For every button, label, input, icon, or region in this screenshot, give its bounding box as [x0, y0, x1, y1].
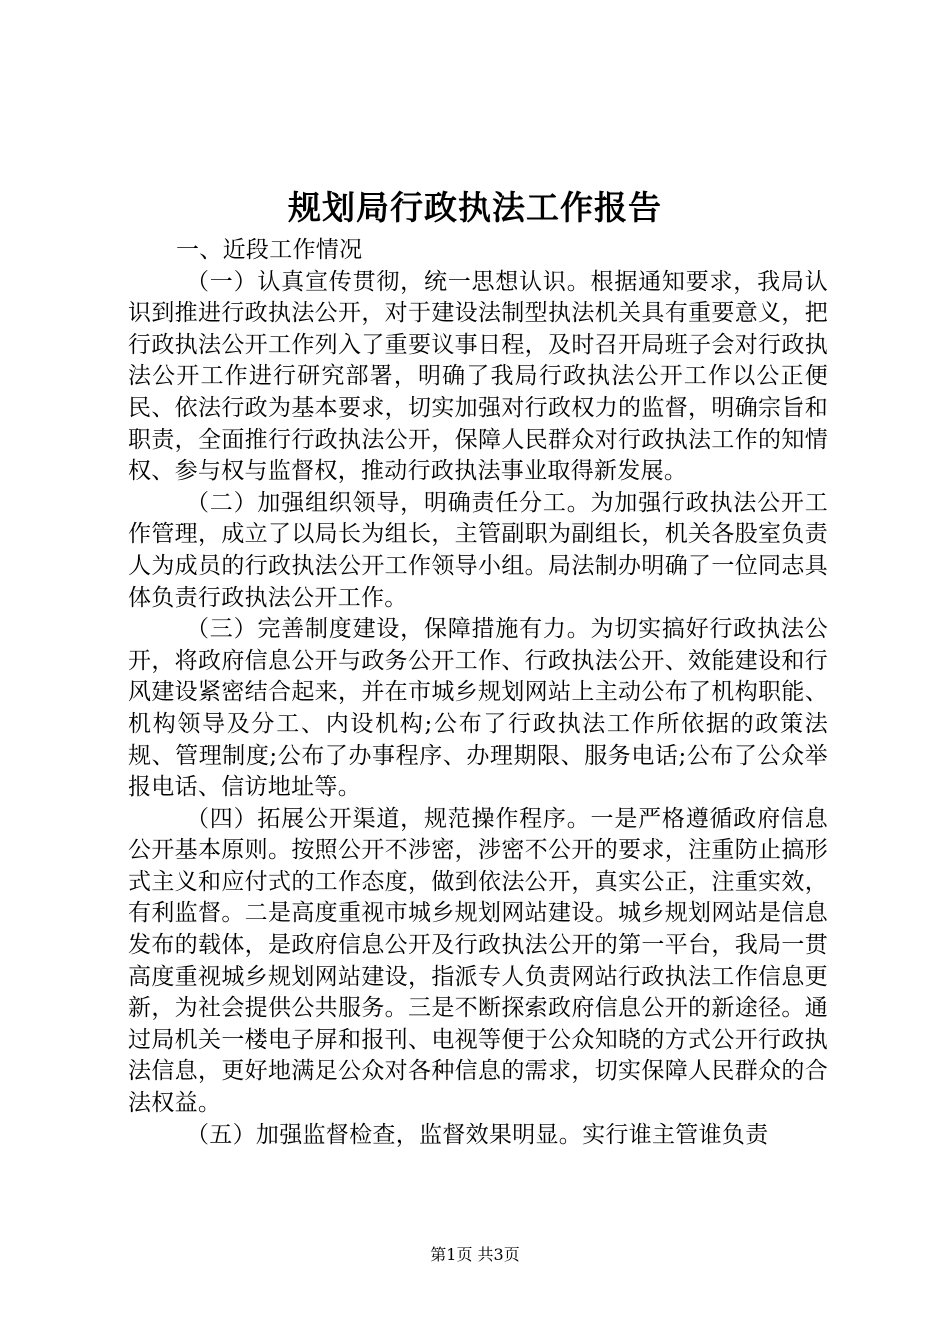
paragraph-4: （四）拓展公开渠道，规范操作程序。一是严格遵循政府信息公开基本原则。按照公开不涉密，涉密不公开的要求，注重防止搞形式主义和应付式的工作态度，做到依法公开，真实公正，注重实效，有利监督。二是高度重视市城乡规划网站建设。城乡规划网站是信息发布的载体，是政府信息公开及行政执法公开的第一平台，我局一贯高度重视城乡规划网站建设，指派专人负责网站行政执法工作信息更新，为社会提供公共服务。三是不断探索政府信息公开的新途径。通过局机关一楼电子屏和报刊、电视等便于公众知晓的方式公开行政执法信息，更好地满足公众对各种信息的需求，切实保障人民群众的合法权益。: [128, 805, 828, 1117]
paragraph-3: （三）完善制度建设，保障措施有力。为切实搞好行政执法公开，将政府信息公开与政务公开工作、行政执法公开、效能建设和行风建设紧密结合起来，并在市城乡规划网站上主动公布了机构职能、机构领导及分工、内设机构;公布了行政执法工作所依据的政策法规、管理制度;公布了办事程序、办理期限、服务电话;公布了公众举报电话、信访地址等。: [128, 616, 828, 801]
paragraph-1: （一）认真宣传贯彻，统一思想认识。根据通知要求，我局认识到推进行政执法公开，对于建设法制型执法机关具有重要意义，把行政执法公开工作列入了重要议事日程，及时召开局班子会对行政执法公开工作进行研究部署，明确了我局行政执法公开工作以公正便民、依法行政为基本要求，切实加强对行政权力的监督，明确宗旨和职责，全面推行行政执法公开，保障人民群众对行政执法工作的知情权、参与权与监督权，推动行政执法事业取得新发展。: [128, 268, 828, 485]
document-title: 规划局行政执法工作报告: [288, 188, 662, 227]
paragraph-5: （五）加强监督检查，监督效果明显。实行谁主管谁负责: [186, 1121, 769, 1148]
document-body: [128, 235, 828, 1151]
page-footer: 第1页 共3页: [430, 1245, 520, 1264]
section-heading: 一、近段工作情况: [176, 237, 363, 263]
paragraph-2: （二）加强组织领导，明确责任分工。为加强行政执法公开工作管理，成立了以局长为组长，主管副职为副组长，机关各股室负责人为成员的行政执法公开工作领导小组。局法制办明确了一位同志具体负责行政执法公开工作。: [128, 489, 828, 611]
